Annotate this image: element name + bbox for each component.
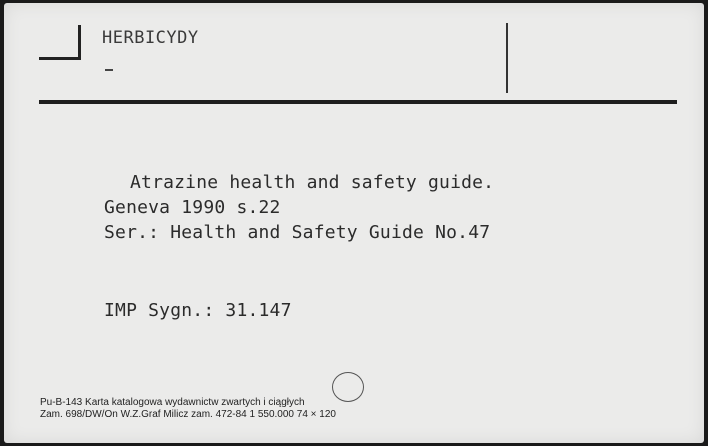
subject-heading: HERBICYDY xyxy=(102,28,199,48)
corner-mark-horizontal xyxy=(39,57,81,60)
series-line: Ser.: Health and Safety Guide No.47 xyxy=(104,222,491,243)
heading-dash xyxy=(105,69,113,71)
header-rule xyxy=(39,100,677,104)
punch-hole xyxy=(332,372,364,402)
corner-mark-vertical xyxy=(78,25,81,60)
heading-divider xyxy=(506,23,508,93)
signature-line: IMP Sygn.: 31.147 xyxy=(104,300,292,321)
imprint-line: Geneva 1990 s.22 xyxy=(104,197,281,218)
footer-line-2: Zam. 698/DW/On W.Z.Graf Milicz zam. 472-84 1 550.000 74 × 120 xyxy=(40,409,336,420)
title-line: Atrazine health and safety guide. xyxy=(130,172,495,193)
catalog-card xyxy=(4,3,704,443)
footer-line-1: Pu-B-143 Karta katalogowa wydawnictw zwartych i ciągłych xyxy=(40,397,305,408)
